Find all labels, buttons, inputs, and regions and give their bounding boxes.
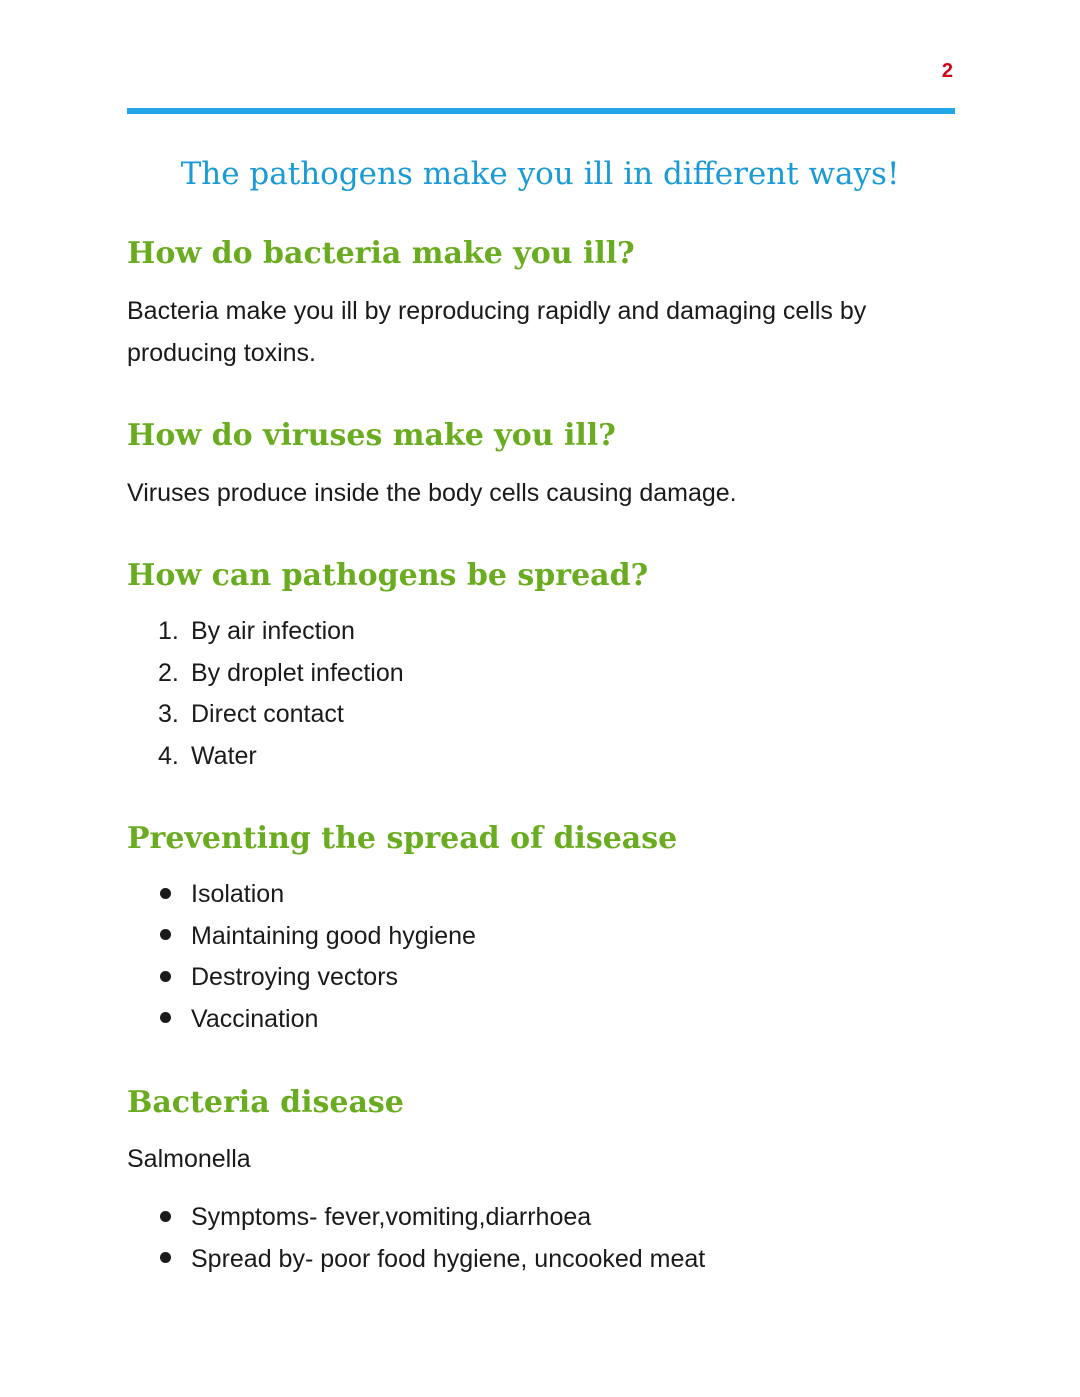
list-number: 4. xyxy=(158,741,179,770)
list-item-text: Water xyxy=(191,741,257,770)
list-item-text: Direct contact xyxy=(191,700,344,728)
text-viruses-ill: Viruses produce inside the body cells causing damage. xyxy=(127,479,737,507)
list-item-text: Destroying vectors xyxy=(191,963,399,991)
spread-list xyxy=(158,611,404,777)
list-item xyxy=(158,653,404,695)
bacteria-disease-list xyxy=(158,1197,705,1280)
top-divider xyxy=(127,108,955,114)
page-title: The pathogens make you ill in different ways! xyxy=(180,156,900,192)
list-number: 1. xyxy=(158,617,179,645)
page-number: 2 xyxy=(941,60,953,82)
list-item xyxy=(158,1239,705,1281)
bullet-icon xyxy=(160,1012,171,1023)
heading-viruses-ill: How do viruses make you ill? xyxy=(127,418,616,453)
list-item xyxy=(158,916,476,958)
list-item-text: Vaccination xyxy=(191,1004,319,1033)
list-item-text: Isolation xyxy=(191,880,285,908)
heading-preventing: Preventing the spread of disease xyxy=(127,821,678,856)
list-item-text: Symptoms- fever,vomiting,diarrhoea xyxy=(191,1203,592,1231)
bullet-icon xyxy=(160,1252,171,1263)
list-item-text: Maintaining good hygiene xyxy=(191,921,476,950)
list-item xyxy=(158,1197,705,1239)
list-item xyxy=(158,874,476,916)
heading-bacteria-disease: Bacteria disease xyxy=(127,1085,404,1120)
list-item xyxy=(158,694,404,736)
heading-spread: How can pathogens be spread? xyxy=(127,558,649,593)
bullet-icon xyxy=(160,971,171,982)
heading-bacteria-ill: How do bacteria make you ill? xyxy=(127,236,635,271)
list-number: 2. xyxy=(158,658,179,687)
preventing-list xyxy=(158,874,476,1040)
text-bacteria-ill: Bacteria make you ill by reproducing rapidly and damaging cells by producing toxins. xyxy=(127,297,867,367)
bullet-icon xyxy=(160,888,171,899)
list-item-text: By air infection xyxy=(191,617,355,645)
bullet-icon xyxy=(160,929,171,940)
list-item xyxy=(158,611,404,653)
list-item-text: Spread by- poor food hygiene, uncooked meat xyxy=(191,1244,706,1273)
list-item xyxy=(158,999,476,1041)
list-item-text: By droplet infection xyxy=(191,658,404,687)
list-item xyxy=(158,736,404,778)
list-number: 3. xyxy=(158,700,179,728)
bullet-icon xyxy=(160,1211,171,1222)
text-bacteria-disease: Salmonella xyxy=(127,1145,251,1173)
list-item xyxy=(158,957,476,999)
